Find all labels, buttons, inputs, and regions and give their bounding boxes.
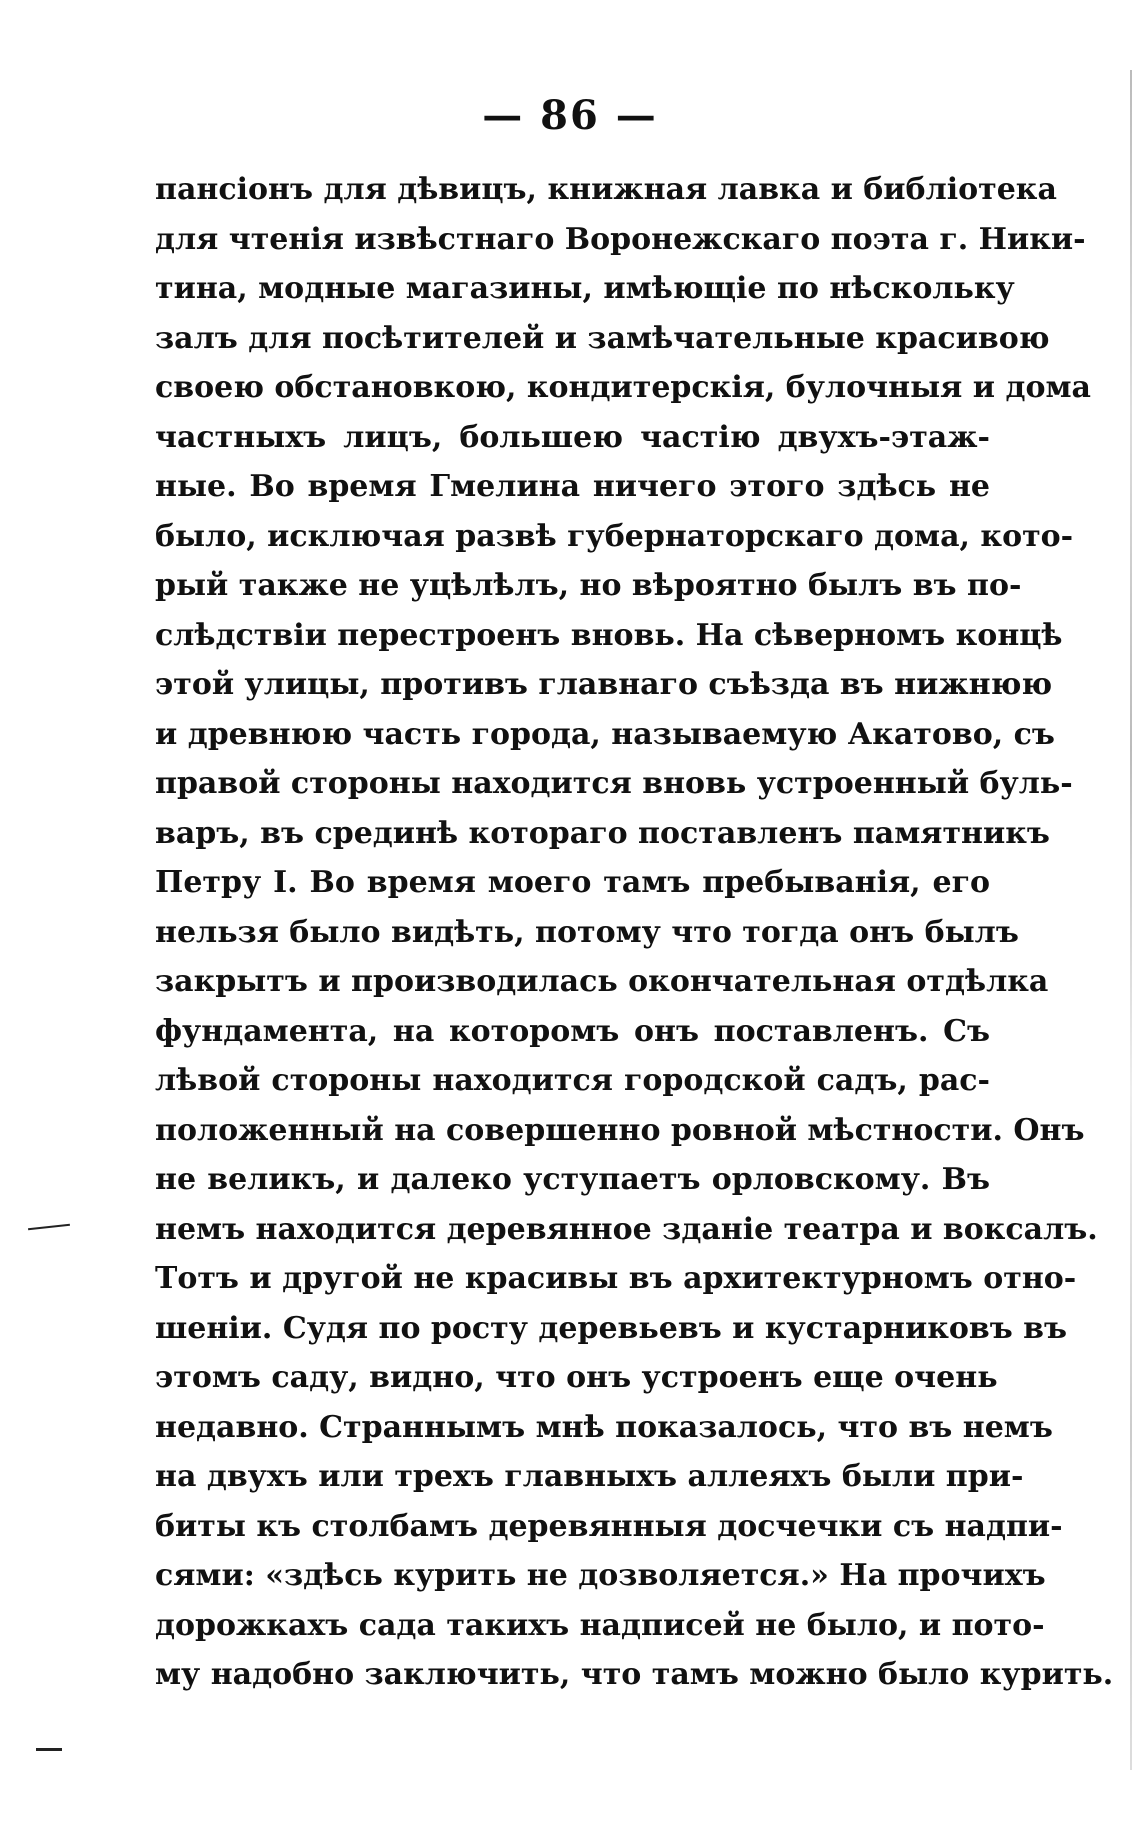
text-line: шеніи. Судя по росту деревьевъ и кустарниковъ въ	[155, 1310, 1068, 1346]
text-line: и древнюю часть города, называемую Акатово, съ	[155, 716, 1055, 752]
text-line: на двухъ или трехъ главныхъ аллеяхъ были при-	[155, 1459, 1024, 1494]
text-line: не великъ, и далеко уступаетъ орловскому. Въ	[155, 1162, 990, 1197]
body-text	[155, 165, 1114, 1700]
text-line: своею обстановкою, кондитерскія, булочныя и дома	[155, 370, 1091, 405]
margin-dash-mark	[28, 1224, 70, 1230]
page-edge-line	[1130, 70, 1132, 1770]
text-line: биты къ столбамъ деревянныя досчечки съ надпи-	[155, 1508, 1063, 1544]
text-line: лѣвой стороны находится городской садъ, рас-	[155, 1063, 990, 1098]
text-line: тина, модные магазины, имѣющіе по нѣскольку	[155, 271, 1015, 306]
text-line: Тотъ и другой не красивы въ архитектурномъ отно-	[155, 1261, 1077, 1296]
text-line: Петру I. Во время моего тамъ пребыванія, его	[155, 865, 990, 900]
text-line: этомъ саду, видно, что онъ устроенъ еще очень	[155, 1360, 998, 1395]
text-line: пансіонъ для дѣвицъ, книжная лавка и библіотека	[155, 172, 1057, 207]
text-line: было, исключая развѣ губернаторскаго дома, кото-	[155, 518, 1074, 554]
text-line: варъ, въ срединѣ котораго поставленъ памятникъ	[155, 815, 1050, 851]
text-line: для чтенія извѣстнаго Воронежскаго поэта г. Ники-	[155, 221, 1086, 257]
text-line: рый также не уцѣлѣлъ, но вѣроятно былъ въ по-	[155, 568, 1022, 603]
text-line: немъ находится деревянное зданіе театра и воксалъ.	[155, 1211, 1098, 1247]
text-line: правой стороны находится вновь устроенный буль-	[155, 766, 1073, 801]
text-line: му надобно заключить, что тамъ можно было курить.	[155, 1657, 1114, 1692]
text-line: этой улицы, противъ главнаго съѣзда въ нижнюю	[155, 667, 1053, 702]
text-line: недавно. Страннымъ мнѣ показалось, что въ немъ	[155, 1409, 1053, 1445]
text-line: закрытъ и производилась окончательная отдѣлка	[155, 964, 1049, 999]
text-line: фундамента, на которомъ онъ поставленъ. Съ	[155, 1013, 990, 1049]
text-line: залъ для посѣтителей и замѣчательные красивою	[155, 320, 1050, 356]
text-line: частныхъ лицъ, большею частію двухъ-этаж-	[155, 419, 990, 455]
text-line: слѣдствіи перестроенъ вновь. На сѣверномъ концѣ	[155, 617, 1063, 653]
text-line: сями: «здѣсь курить не дозволяется.» На прочихъ	[155, 1558, 1046, 1593]
text-line: ные. Во время Гмелина ничего этого здѣсь не	[155, 469, 990, 504]
text-line: положенный на совершенно ровной мѣстности. Онъ	[155, 1112, 1085, 1148]
text-line: дорожкахъ сада такихъ надписей не было, и пото-	[155, 1607, 1045, 1643]
margin-dash-mark	[36, 1748, 62, 1751]
page-number: — 86 —	[482, 92, 658, 139]
text-line: нельзя было видѣть, потому что тогда онъ былъ	[155, 914, 1019, 950]
